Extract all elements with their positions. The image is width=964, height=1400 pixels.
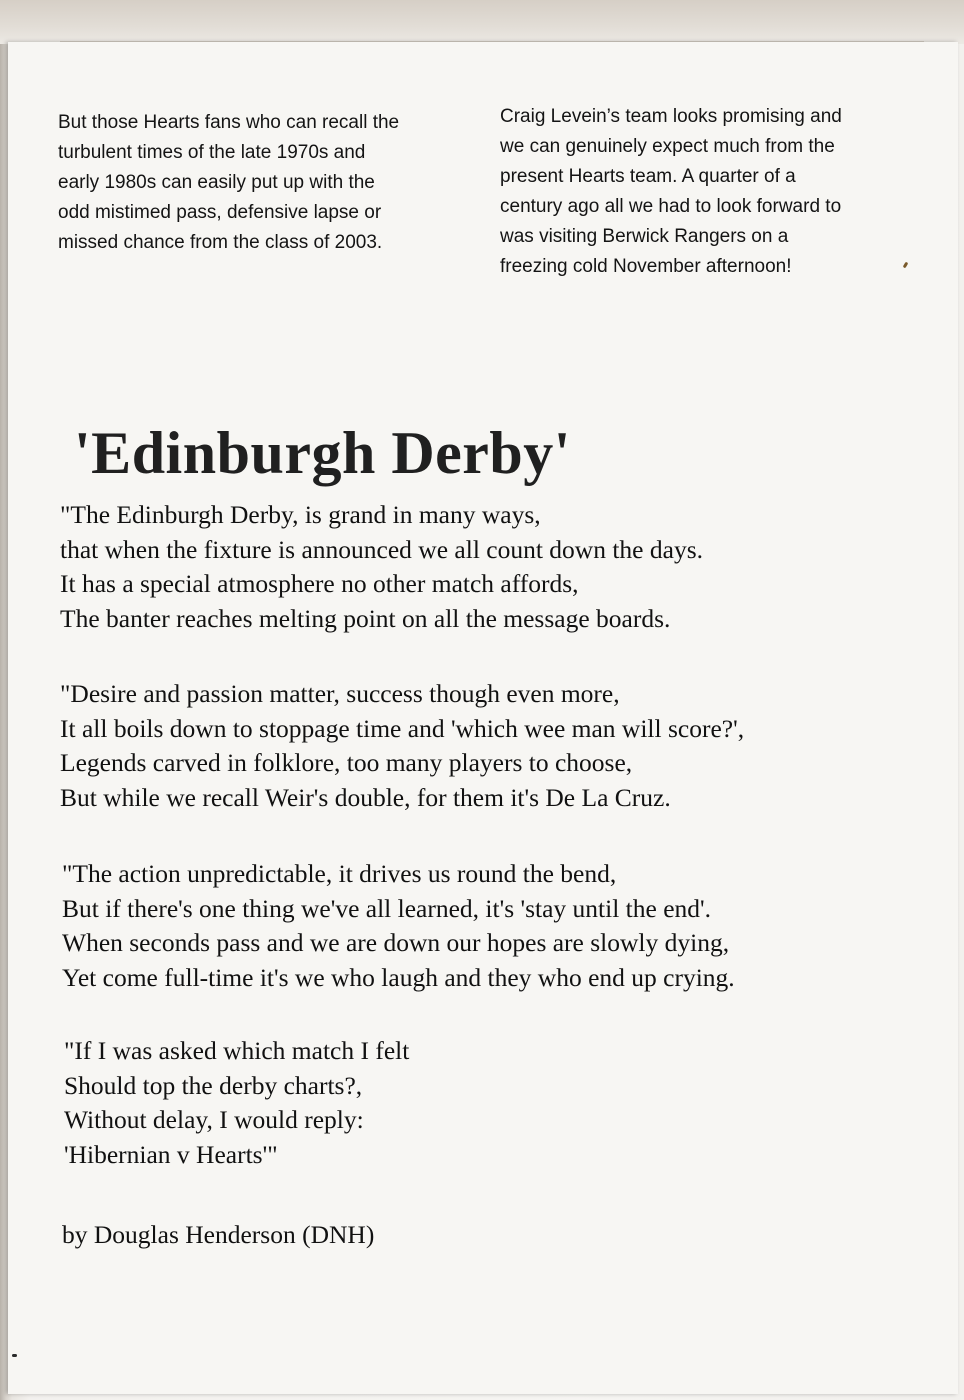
poem-byline: by Douglas Henderson (DNH) bbox=[62, 1220, 375, 1249]
intro-right-line: we can genuinely expect much from the bbox=[500, 136, 835, 157]
poem-line: 'Hibernian v Hearts'" bbox=[64, 1139, 278, 1169]
poem-line: "Desire and passion matter, success though even more, bbox=[60, 679, 620, 708]
intro-left-line: But those Hearts fans who can recall the bbox=[58, 112, 400, 133]
poem-line: But while we recall Weir's double, for them it's De La Cruz. bbox=[60, 782, 671, 812]
intro-right-column bbox=[500, 102, 912, 282]
poem-line: that when the fixture is announced we all count down the days. bbox=[60, 534, 703, 564]
poem-line: It has a special atmosphere no other match affords, bbox=[60, 569, 579, 598]
poem-line: But if there's one thing we've all learned, it's 'stay until the end'. bbox=[62, 893, 711, 923]
poem-line: Yet come full-time it's we who laugh and they who end up crying. bbox=[62, 962, 735, 992]
poem-line: Without delay, I would reply: bbox=[64, 1105, 364, 1134]
poem-stanza-4 bbox=[64, 1034, 409, 1172]
poem-stanza-3 bbox=[62, 857, 735, 995]
poem-line: When seconds pass and we are down our hopes are slowly dying, bbox=[62, 928, 730, 957]
poem-line: It all boils down to stoppage time and 'which wee man will score?', bbox=[60, 713, 745, 743]
intro-right-line: present Hearts team. A quarter of a bbox=[500, 166, 796, 187]
intro-left-line: missed chance from the class of 2003. bbox=[58, 232, 383, 253]
scan-speck bbox=[12, 1354, 17, 1357]
poem-line: "The Edinburgh Derby, is grand in many ways, bbox=[60, 500, 541, 529]
page-top-edge bbox=[0, 0, 964, 44]
intro-right-line: was visiting Berwick Rangers on a bbox=[500, 226, 789, 247]
intro-right-line: freezing cold November afternoon! bbox=[500, 256, 792, 277]
poem-line: "If I was asked which match I felt bbox=[64, 1036, 410, 1065]
poem-title: 'Edinburgh Derby' bbox=[74, 420, 571, 486]
poem-stanza-1 bbox=[60, 498, 703, 636]
intro-left-column bbox=[58, 108, 458, 258]
intro-right-line: Craig Levein’s team looks promising and bbox=[500, 106, 842, 127]
poem-stanza-2 bbox=[60, 677, 744, 815]
poem-line: Should top the derby charts?, bbox=[64, 1070, 363, 1100]
poem-line: Legends carved in folklore, too many players to choose, bbox=[60, 748, 633, 777]
intro-left-line: turbulent times of the late 1970s and bbox=[58, 142, 366, 163]
poem-line: "The action unpredictable, it drives us round the bend, bbox=[62, 859, 617, 888]
intro-left-line: early 1980s can easily put up with the bbox=[58, 172, 375, 193]
intro-right-line: century ago all we had to look forward to bbox=[500, 196, 842, 217]
poem-line: The banter reaches melting point on all the message boards. bbox=[60, 603, 671, 633]
intro-left-line: odd mistimed pass, defensive lapse or bbox=[58, 202, 382, 223]
